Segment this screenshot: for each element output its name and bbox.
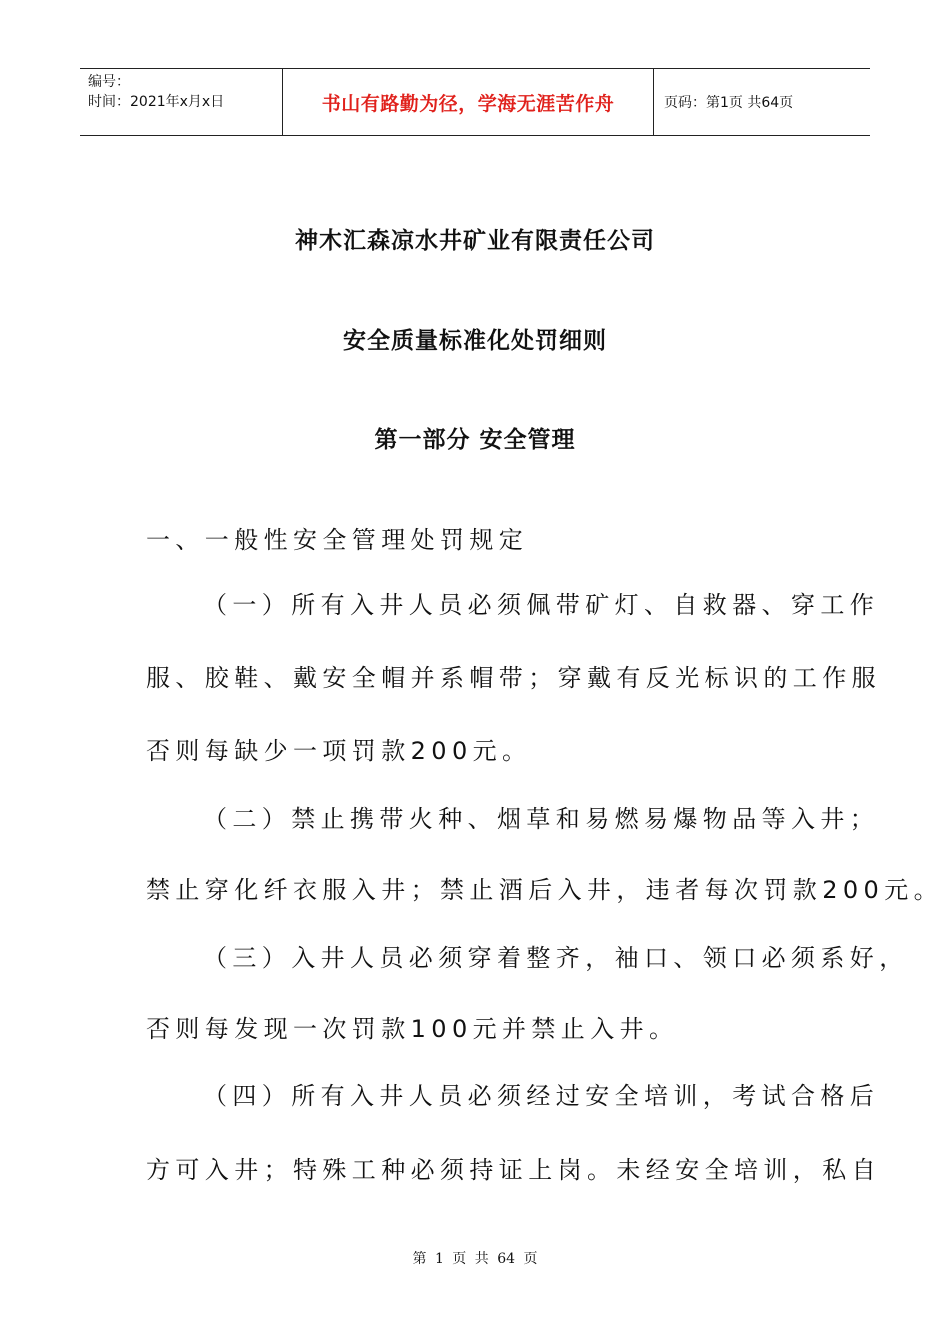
header-page-info [654,69,870,135]
page-info-text: 页码：第1页 共64页 [664,95,794,111]
item1-line2: 服、胶鞋、戴安全帽并系帽带；穿戴有反光标识的工作服 [146,664,881,692]
item2-line2: 禁止穿化纤衣服入井；禁止酒后入井，违者每次罚款200元。 [146,876,944,904]
document-number-label: 编号： [88,74,130,90]
item1-line1: （一）所有入井人员必须佩带矿灯、自救器、穿工作 [203,591,880,619]
item3-line2: 否则每发现一次罚款100元并禁止入井。 [146,1015,679,1043]
item4-line1: （四）所有入井人员必须经过安全培训，考试合格后 [203,1082,880,1110]
section-heading: 一、一般性安全管理处罚规定 [146,526,529,554]
header-meta [80,69,282,135]
header-motto [282,69,654,135]
motto-text: 书山有路勤为径，学海无涯苦作舟 [321,92,615,115]
item2-line1: （二）禁止携带火种、烟草和易燃易爆物品等入井； [203,805,880,833]
item3-line1: （三）入井人员必须穿着整齐，袖口、领口必须系好， [203,944,909,972]
page-footer: 第 1 页 共 64 页 [412,1251,538,1267]
item4-line2: 方可入井；特殊工种必须持证上岗。未经安全培训，私自 [146,1156,881,1184]
document-title: 安全质量标准化处罚细则 [343,328,607,354]
part-title: 第一部分 安全管理 [374,427,576,453]
company-title: 神木汇森凉水井矿业有限责任公司 [295,228,655,254]
item1-line3: 否则每缺少一项罚款200元。 [146,737,532,765]
document-header [80,68,870,136]
document-date-label: 时间：2021年x月x日 [88,94,225,110]
